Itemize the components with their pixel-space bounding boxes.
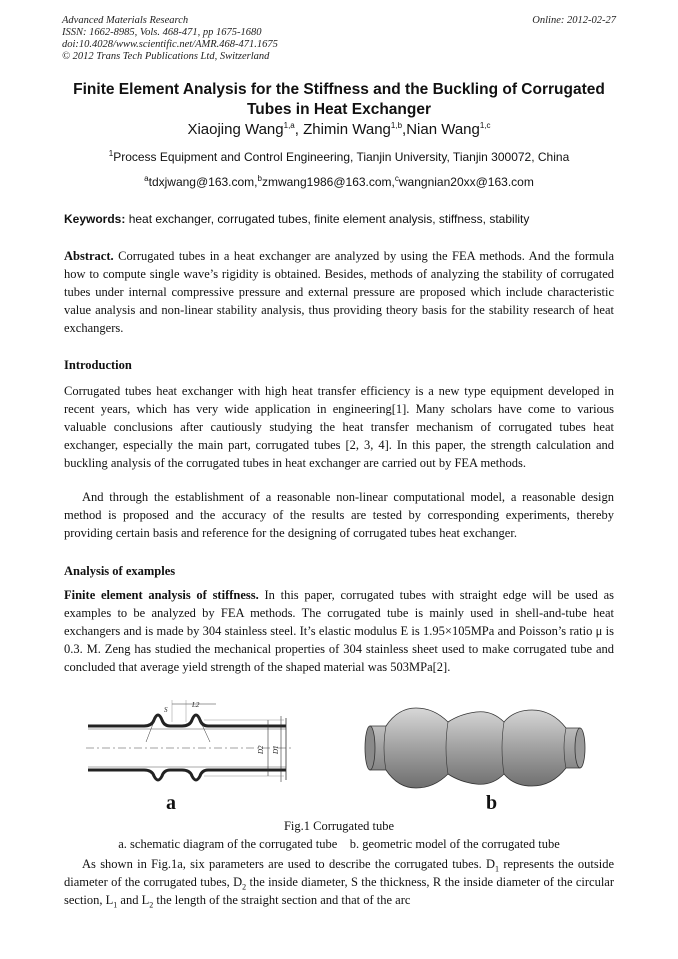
keywords xyxy=(64,212,616,226)
author-sup: 1,b xyxy=(390,121,403,130)
figure-label-a: a xyxy=(166,792,176,814)
email-sup: b xyxy=(257,174,262,183)
keywords-text: heat exchanger, corrugated tubes, finite element analysis, stiffness, stability xyxy=(125,212,530,226)
introduction-heading: Introduction xyxy=(64,358,132,372)
analysis-heading: Analysis of examples xyxy=(64,564,176,578)
email-list xyxy=(56,175,622,189)
subscript: 2 xyxy=(149,900,154,910)
author-name: Zhimin Wang xyxy=(303,121,391,138)
copyright-line: © 2012 Trans Tech Publications Ltd, Switzerland xyxy=(62,51,270,62)
introduction-paragraph-2: And through the establishment of a reasonable non-linear computational model, a reasonable design method is proposed and the accuracy of the results are tested by corresponding experiments, thereby providing certain basis and reference for the designing of corrugated tubes heat exchanger. xyxy=(64,490,614,540)
abstract xyxy=(64,247,614,337)
closing-paragraph xyxy=(64,855,614,909)
analysis-sub-label: Finite element analysis of stiffness. xyxy=(64,588,259,602)
abstract-label: Abstract. xyxy=(64,249,114,263)
closing-text: the length of the straight section and that of the arc xyxy=(153,893,411,907)
analysis-paragraph xyxy=(64,586,614,676)
paper-title: Finite Element Analysis for the Stiffness and the Buckling of Corrugated Tubes in Heat Exchanger xyxy=(73,81,605,118)
closing-text: As shown in Fig.1a, six parameters are used to describe the corrugated tubes. D xyxy=(82,857,496,871)
author-name: Nian Wang xyxy=(406,121,480,138)
issn-line: ISSN: 1662-8985, Vols. 468-471, pp 1675-1680 xyxy=(62,27,262,38)
schematic-diagram xyxy=(86,698,308,792)
figure-label-b: b xyxy=(486,792,498,814)
author-sup: 1,c xyxy=(479,121,491,130)
abstract-text: Corrugated tubes in a heat exchanger are analyzed by using the FEA methods. And the formula how to compute single wave’s rigidity is obtained. Besides, methods of analyzing the stability of corrugated tubes under internal compressive pressure and external pressure are proposed which include characteristic value analysis and non-linear stability analysis, thus providing theory basis for the stability research of heat exchangers. xyxy=(64,249,614,335)
author-list: Xiaojing Wang$^{1,a}$, Zhimin Wang$^{1,b}$,Nian Wang$^{1,c}$ xyxy=(187,121,491,138)
journal-name: Advanced Materials Research xyxy=(62,15,189,26)
email-address: wangnian20xx@163.com xyxy=(398,175,534,189)
closing-text: represents the outside diameter of the corrugated tubes, D xyxy=(64,857,614,889)
geometric-model xyxy=(356,706,596,790)
analysis-text: In this paper, corrugated tubes with straight edge will be used as examples to be analyzed by FEA methods. The corrugated tube is mainly used in shell-and-tube heat exchangers and is made by 304 stainless steel. It’s elastic modulus E is 1.95×105MPa and Poisson’s ratio μ is 0.3. M. Zeng has studied the mechanical properties of 304 stainless sheet used to make corrugated tube and concluded that average yield strength of the shaped material was 503MPa[2]. xyxy=(64,588,614,674)
email-sup: c xyxy=(394,174,399,183)
affiliation-sup: 1 xyxy=(108,149,114,158)
dim-d1-label: D1 xyxy=(272,745,280,754)
subscript: 1 xyxy=(113,900,118,910)
email-address: tdxjwang@163.com, xyxy=(148,175,258,189)
dim-d2-label: D2 xyxy=(257,745,265,754)
closing-text: the inside diameter, S the thickness, R the inside diameter of the circular section, L xyxy=(64,875,615,907)
dim-l2-label: L2 xyxy=(192,701,200,709)
doi-line: doi:10.4028/www.scientific.net/AMR.468-471.1675 xyxy=(62,39,278,50)
introduction-paragraph-1: Corrugated tubes heat exchanger with high heat transfer efficiency is a new type equipment developed in recent years, which has very wide application in engineering[1]. Many scholars have come to various valuable conclusions after cautiously studying the heat transfer mechanism of corrugated tubes heat exchanger, especially the main part, corrugated tubes [2, 3, 4]. In this paper, the strength calculation and buckling analysis of the corrugated tubes in heat exchanger are carried out by FEA methods. xyxy=(64,384,614,470)
subscript: 1 xyxy=(495,864,500,874)
affiliation-text: Process Equipment and Control Engineering, Tianjin University, Tianjin 300072, China xyxy=(113,150,570,164)
email-address: zmwang1986@163.com, xyxy=(261,175,395,189)
author-sup: 1,a xyxy=(283,121,295,130)
email-sup: a xyxy=(144,174,149,183)
keywords-label: Keywords: xyxy=(64,212,126,226)
author-name: Xiaojing Wang xyxy=(187,121,284,138)
dim-s-label: S xyxy=(164,706,168,714)
affiliation xyxy=(56,150,622,164)
subscript: 2 xyxy=(242,882,247,892)
online-date: Online: 2012-02-27 xyxy=(532,15,616,26)
closing-text: and L xyxy=(117,893,150,907)
figure-subcaption: a. schematic diagram of the corrugated tube b. geometric model of the corrugated tube xyxy=(118,837,560,851)
figure-caption: Fig.1 Corrugated tube xyxy=(283,819,395,833)
